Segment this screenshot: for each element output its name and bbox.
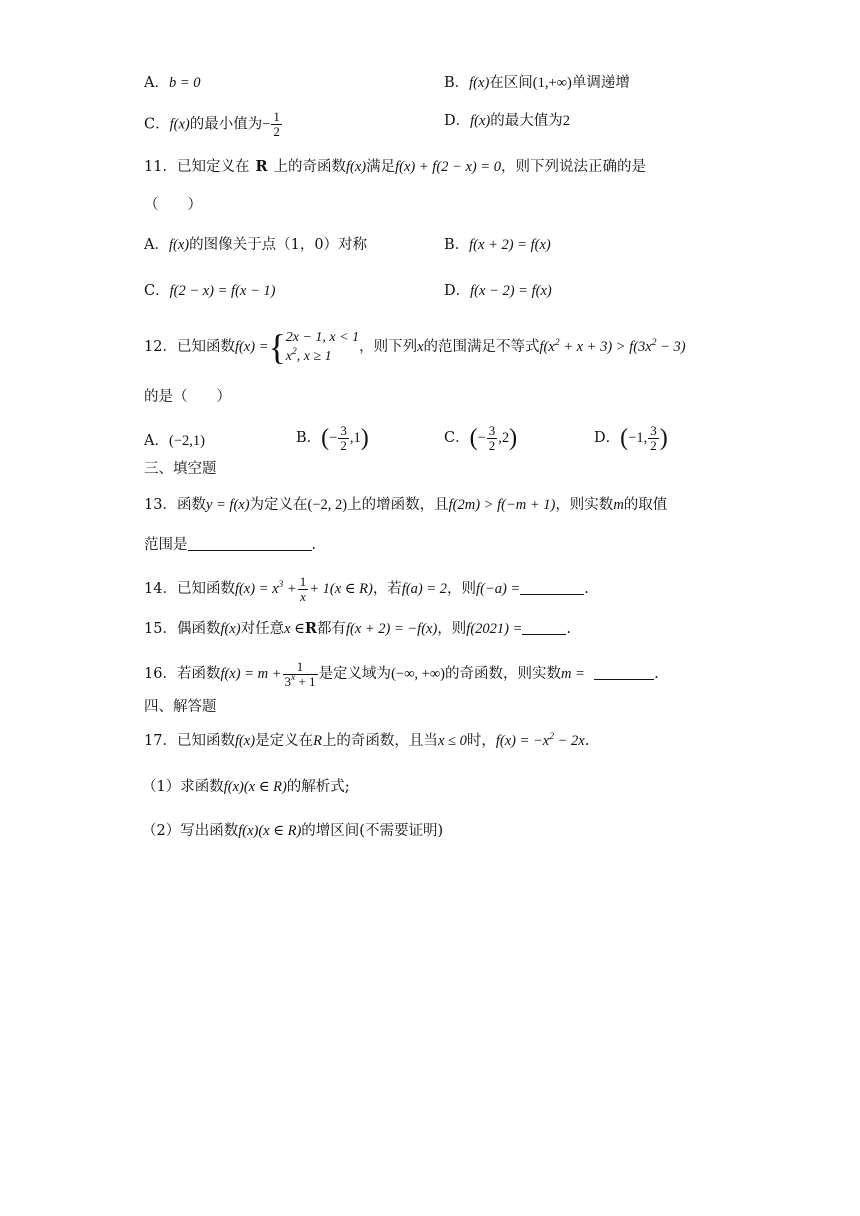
q12-stem [144, 324, 686, 370]
ask-math: f(−a) = [476, 581, 521, 597]
func-part: + [283, 581, 297, 597]
stem-text: 范围是 [144, 537, 188, 553]
interval-math: (−2, 2) [307, 497, 348, 513]
stem-text: ，则下列 [359, 339, 418, 355]
stem-text: ，则实数 [555, 497, 614, 513]
stem-text: 偶函数 [176, 621, 221, 637]
option-math: ,1 [349, 430, 361, 446]
function-def [496, 733, 585, 749]
exponent: 3 [278, 580, 284, 590]
ineq-part: − 3) [656, 339, 686, 355]
func-part: − 2x [553, 733, 585, 749]
period: . [584, 733, 590, 749]
option-label: C． [144, 283, 170, 299]
numerator: 3 [650, 422, 657, 438]
option-text: 的最大值为 [490, 113, 563, 129]
numerator: 3 [488, 422, 496, 438]
option-math-interval: (1,+∞) [532, 75, 572, 91]
fraction [487, 424, 498, 453]
period: . [654, 666, 659, 682]
q10-option-c [144, 110, 283, 139]
den-exp: x [291, 672, 296, 683]
case-2 [286, 347, 359, 366]
part-text: 的解析式; [286, 779, 350, 795]
stem-text: 上的奇函数，且当 [321, 733, 438, 749]
option-math: f(x + 2) = f(x) [469, 237, 551, 253]
option-label: B． [296, 430, 322, 446]
option-value: 2 [562, 113, 571, 129]
q11-option-a [144, 234, 367, 256]
q14-stem [144, 572, 589, 606]
condition-math: f(a) = 2 [401, 581, 448, 597]
question-number: 14． [144, 581, 177, 597]
function-def: f(x) = [234, 339, 269, 355]
ineq-part: + x + 3) > f(3x [559, 339, 652, 355]
numerator: 1 [273, 109, 280, 124]
stem-text: ，若 [372, 581, 402, 597]
stem-text: 是定义在 [255, 733, 314, 749]
answer-blank[interactable] [188, 535, 312, 551]
stem-text: ，则 [437, 621, 467, 637]
real-set-symbol: R [313, 733, 322, 749]
ask-math: f(2021) = [466, 621, 523, 637]
period: . [311, 537, 317, 553]
function-symbol: f(x) [220, 621, 241, 637]
piecewise-cases [286, 328, 359, 366]
stem-text: 的取值 [623, 497, 668, 513]
case-1: 2x − 1, x < 1 [285, 330, 360, 345]
stem-text: 的奇函数，则实数 [445, 666, 561, 682]
q10-option-a [144, 72, 201, 94]
domain-math: (−∞, +∞) [391, 666, 445, 682]
option-math: b = 0 [168, 75, 201, 91]
stem-text: 的范围满足不等式 [423, 339, 540, 355]
stem-text: 若函数 [176, 666, 221, 682]
denominator [283, 672, 318, 689]
part-label: （2）写出函数 [142, 823, 239, 839]
func-part: f(x) = x [234, 581, 279, 597]
option-math: − [329, 430, 338, 446]
stem-text: 已知函数 [176, 581, 235, 597]
function-symbol: f(x) [234, 733, 256, 749]
q17-stem [144, 730, 589, 752]
numerator: 1 [299, 573, 307, 589]
real-set-symbol: R [255, 158, 268, 175]
denominator: x [300, 588, 306, 604]
question-number: 12． [144, 339, 177, 355]
q17-part-1 [142, 776, 350, 798]
q15-stem [144, 618, 571, 640]
option-math: (−2,1) [168, 433, 205, 449]
denominator: 2 [650, 437, 657, 453]
option-label: B． [444, 75, 470, 91]
case-2-base: x [285, 349, 292, 364]
option-math: f(x) [168, 237, 190, 253]
stem-text: ，则 [447, 581, 477, 597]
exponent: 2 [549, 732, 554, 742]
section-title-solutions: 四、解答题 [144, 699, 217, 715]
option-math: ,2 [498, 430, 510, 446]
question-number: 13． [144, 497, 177, 513]
q10-option-b [444, 72, 630, 94]
option-text: 的最小值为 [189, 116, 263, 133]
fraction [298, 575, 309, 604]
q11-option-d [444, 280, 552, 302]
numerator: 3 [340, 422, 347, 438]
option-math: f(x) [469, 75, 490, 91]
condition-math: f(x) + f(2 − x) = 0 [395, 159, 501, 175]
stem-text: 上的奇函数 [273, 159, 347, 175]
q13-stem-line2 [144, 534, 316, 556]
function-def: f(x) = m + [220, 666, 282, 682]
fraction [338, 424, 349, 453]
option-math: f(2 − x) = f(x − 1) [169, 283, 276, 299]
function-def: y = f(x) [205, 497, 250, 513]
fraction [283, 660, 318, 689]
condition-math: x ≤ 0 [437, 733, 467, 749]
option-label: A． [144, 75, 169, 91]
function-def [235, 581, 297, 597]
option-label: D． [444, 113, 471, 129]
right-paren: ) [659, 425, 668, 451]
variable: x [417, 339, 424, 355]
option-math: f(x) [169, 116, 190, 133]
question-number: 15． [144, 621, 177, 637]
option-math: − [477, 430, 486, 446]
q12-stem-end: 的是（ ） [144, 389, 231, 405]
option-math: f(x − 2) = f(x) [470, 283, 552, 299]
fraction [648, 424, 659, 453]
question-number: 17． [144, 733, 177, 749]
numerator: 1 [283, 660, 318, 675]
question-number: 11． [144, 159, 177, 175]
left-paren: ( [620, 425, 629, 451]
part-math: f(x)(x ∈ R) [223, 779, 287, 795]
stem-text: 都有 [316, 621, 346, 637]
answer-blank[interactable] [522, 619, 566, 635]
q12-option-b [296, 418, 369, 458]
answer-blank[interactable] [594, 664, 654, 680]
option-label: B． [444, 237, 470, 253]
condition-math: f(x + 2) = −f(x) [345, 621, 438, 637]
option-text: 在区间 [489, 75, 533, 91]
section-title-fill-in: 三、填空题 [144, 461, 217, 477]
right-paren: ) [360, 425, 369, 451]
fraction [271, 110, 282, 139]
den-rest: + 1 [295, 673, 316, 689]
minus-sign: − [262, 116, 271, 133]
q11-answer-paren: （ ） [144, 197, 202, 213]
question-number: 16． [144, 666, 177, 682]
option-label: C． [144, 116, 170, 133]
case-2-exp: 2 [291, 347, 297, 357]
stem-text: 时， [466, 733, 496, 749]
stem-text: ，则下列说法正确的是 [501, 159, 646, 175]
option-text: 单调递增 [571, 75, 630, 91]
stem-text: 是定义域为 [318, 666, 392, 682]
q12-option-a [144, 426, 205, 456]
left-paren: ( [321, 425, 330, 451]
variable: m [613, 497, 624, 513]
answer-blank[interactable] [520, 579, 584, 595]
option-label: A． [144, 237, 169, 253]
part-math: f(x)(x ∈ R) [238, 823, 302, 839]
q13-stem [144, 494, 667, 516]
stem-text: 上的增函数，且 [347, 497, 449, 513]
ineq-exp: 2 [554, 338, 560, 348]
q11-option-b [444, 234, 551, 256]
part-text: 的增区间(不需要证明) [301, 823, 444, 839]
func-part: f(x) = −x [495, 733, 550, 749]
q12-option-c [444, 418, 517, 458]
ineq-exp: 2 [651, 338, 657, 348]
stem-text: 已知定义在 [176, 159, 250, 175]
function-symbol: f(x) [346, 159, 367, 175]
ineq-part: f(x [539, 339, 555, 355]
real-set-symbol: R [304, 620, 317, 637]
option-math: −1, [628, 430, 648, 446]
denominator: 2 [488, 437, 496, 453]
case-2-rest: , x ≥ 1 [296, 349, 332, 364]
q11-option-c [144, 280, 275, 302]
stem-text: 已知函数 [176, 339, 235, 355]
stem-text: 满足 [366, 159, 396, 175]
denominator: 2 [273, 124, 280, 139]
period: . [566, 621, 572, 637]
period: . [584, 581, 589, 597]
domain-math: x ∈ [284, 621, 305, 637]
right-paren: ) [509, 425, 518, 451]
q16-stem [144, 656, 659, 692]
stem-text: 为定义在 [249, 497, 308, 513]
option-label: C． [444, 430, 470, 446]
den-base: 3 [284, 673, 291, 689]
option-text: 的图像关于点（1，0）对称 [189, 237, 368, 253]
condition-math: f(2m) > f(−m + 1) [448, 497, 556, 513]
option-label: A． [144, 433, 169, 449]
option-label: D． [444, 283, 471, 299]
piecewise-brace: { [268, 327, 286, 367]
func-part: + 1(x ∈ R) [309, 581, 373, 597]
denominator: 2 [340, 437, 347, 453]
q17-part-2 [142, 820, 443, 842]
q10-option-d [444, 110, 570, 132]
q11-stem [144, 156, 646, 178]
option-math: f(x) [470, 113, 491, 129]
inequality-math [540, 339, 686, 355]
variable: m = [561, 666, 585, 682]
q12-option-d [594, 418, 668, 458]
stem-text: 函数 [176, 497, 206, 513]
stem-text: 已知函数 [176, 733, 235, 749]
stem-text: 对任意 [240, 621, 285, 637]
left-paren: ( [469, 425, 478, 451]
option-label: D． [594, 430, 621, 446]
part-label: （1）求函数 [142, 779, 224, 795]
